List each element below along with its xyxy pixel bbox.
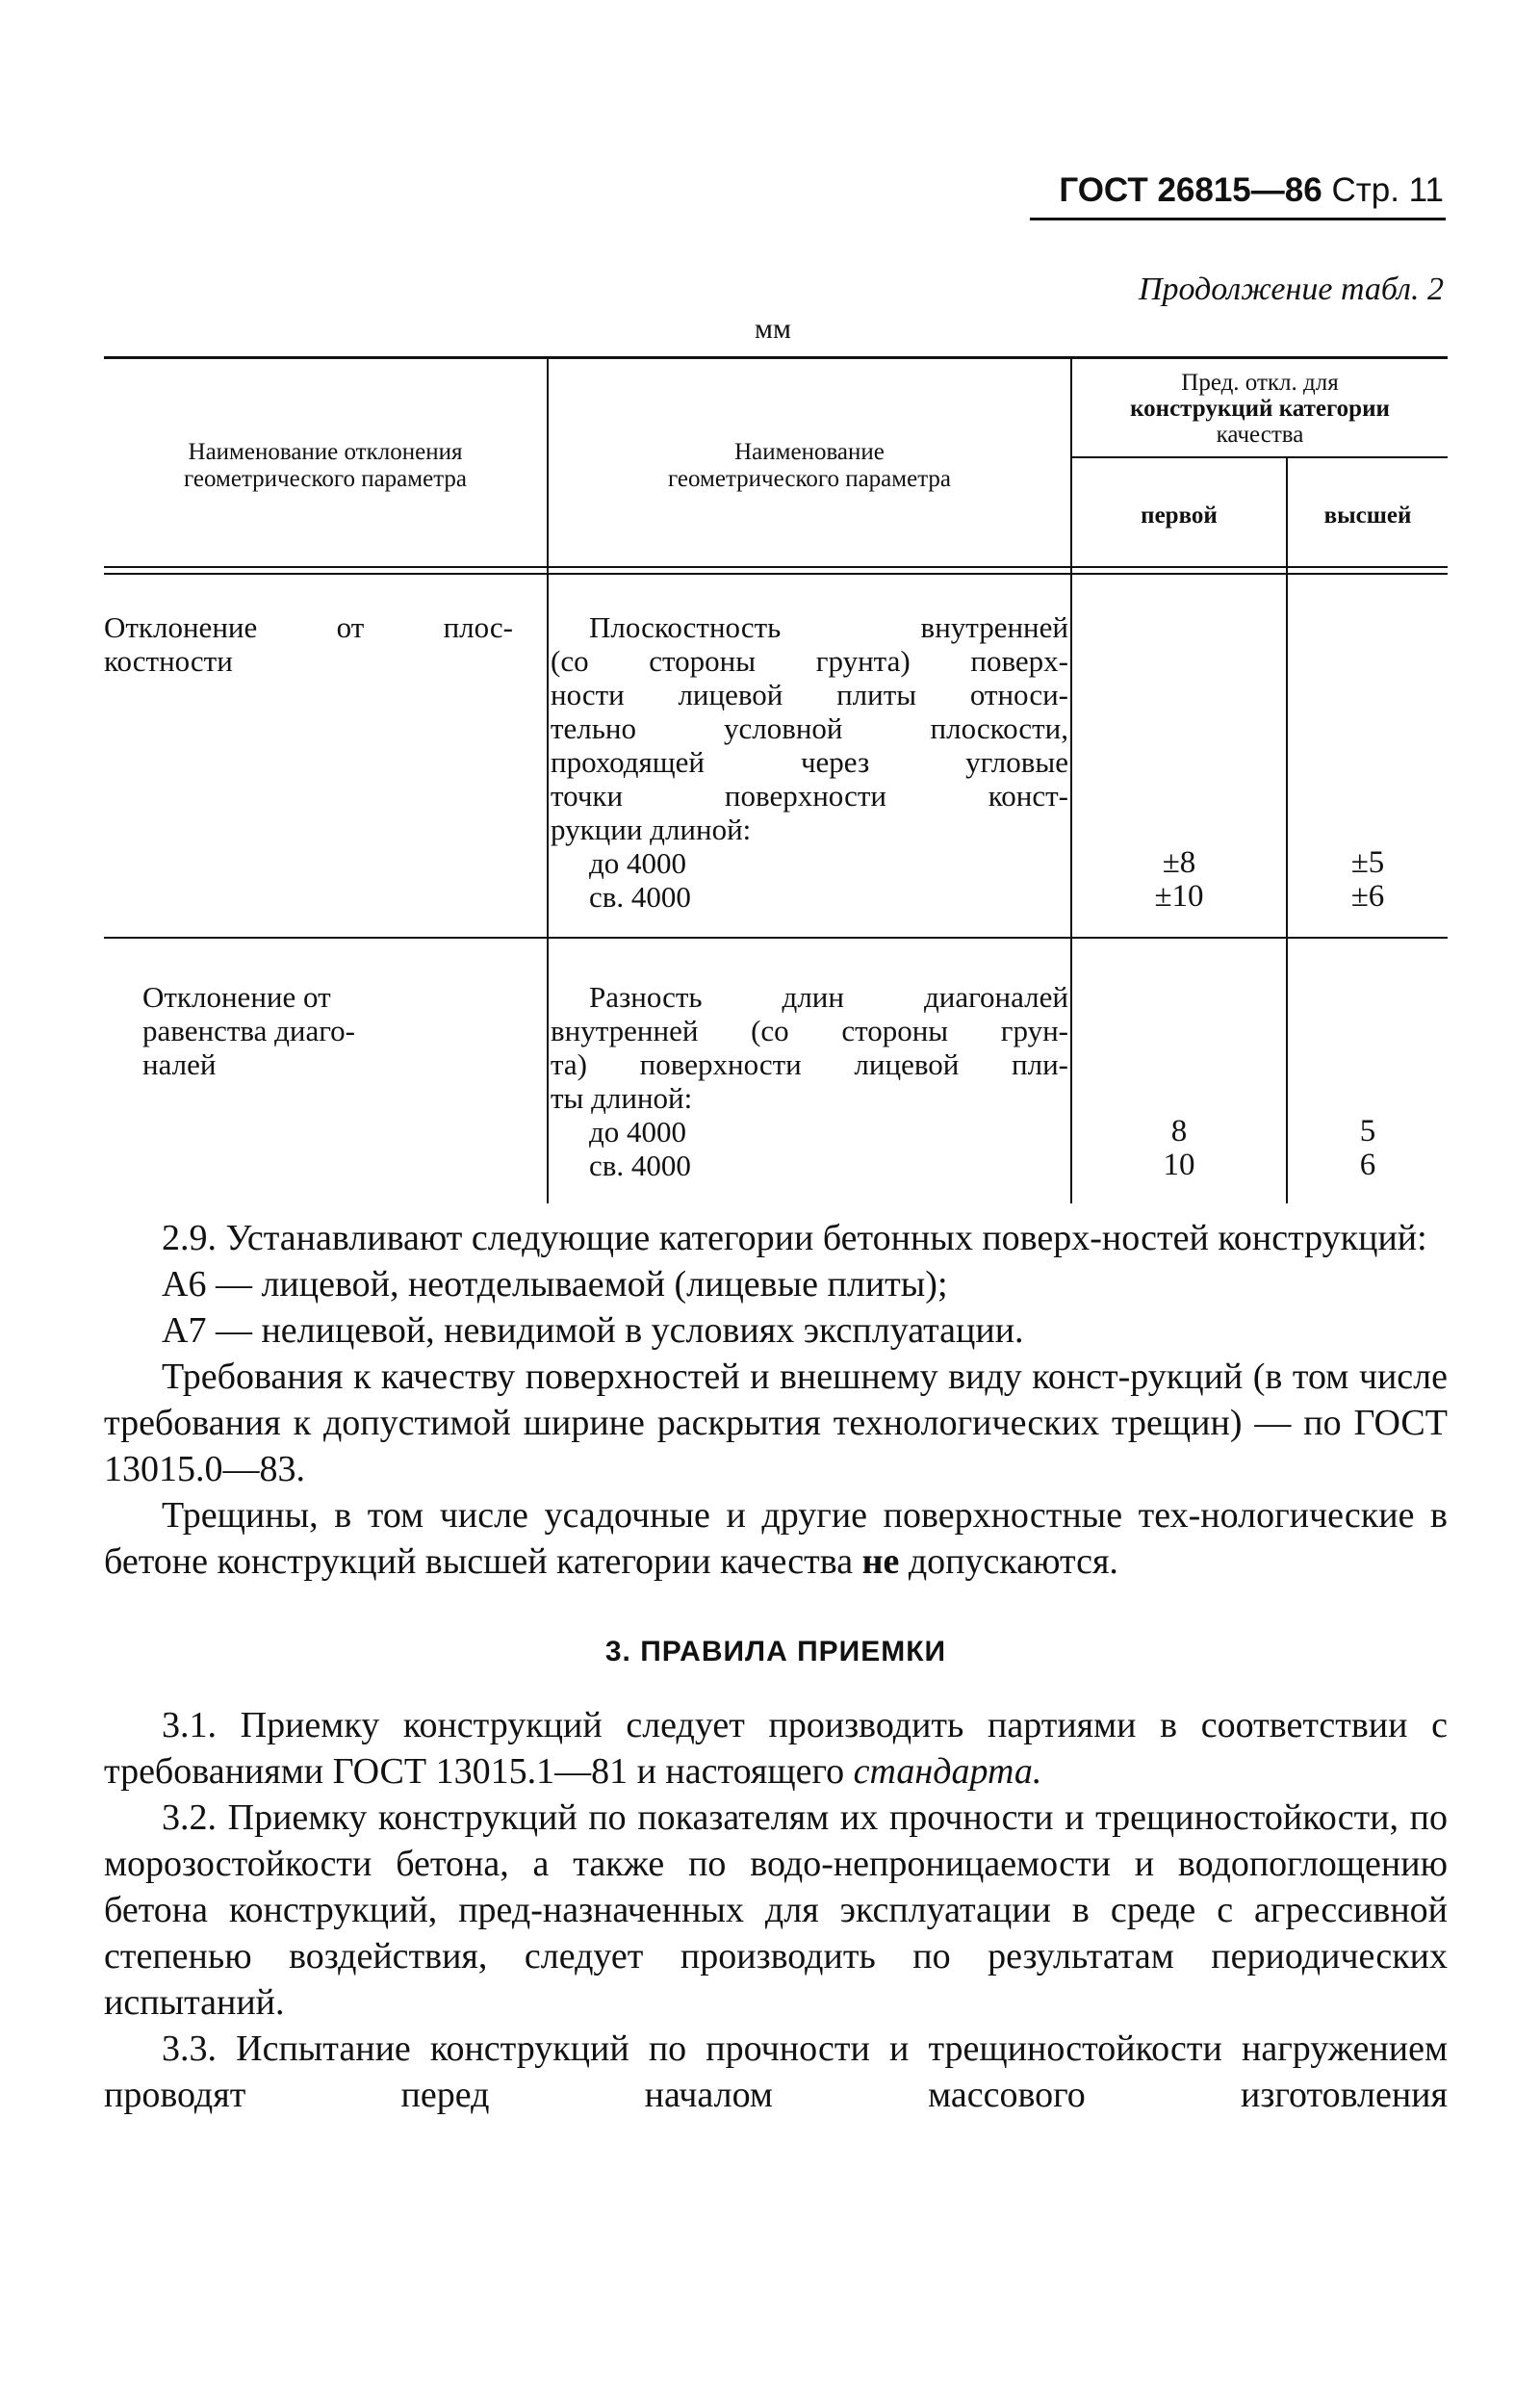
value: ±10 xyxy=(1154,879,1204,914)
cell-line: внутренней (со стороны грун- xyxy=(551,1014,1068,1047)
row2-parameter xyxy=(551,980,1068,1182)
cell-line: Разность длин диагоналей xyxy=(589,980,1068,1014)
value: 5 xyxy=(1359,1114,1376,1149)
header-parameter-name xyxy=(549,439,1070,493)
page-header xyxy=(1059,171,1444,210)
row2-first-values xyxy=(1072,1115,1286,1182)
paragraph-requirements: Требования к качеству поверхностей и внешнему виду конст-рукций (в том числе требования к допустимой ширине раскрытия технологических трещин) — по ГОСТ 13015.0—83. xyxy=(104,1357,1448,1489)
paragraph-3-1 xyxy=(104,1702,1448,1795)
row1-deviation xyxy=(104,610,513,678)
size-line: до 4000 xyxy=(589,1115,687,1149)
cell-line: равенства диаго- xyxy=(142,1014,355,1047)
header-text: конструкций категории xyxy=(1130,396,1390,422)
cell-line: Отклонение от плос- xyxy=(104,610,513,644)
body-text xyxy=(104,1215,1448,2118)
cell-line: налей xyxy=(142,1047,217,1081)
cell-line: ты длиной: xyxy=(551,1081,693,1115)
cracks-text: Трещины, в том числе усадочные и другие поверхностные тех-нологические в бетоне конструкций высшей категории качества xyxy=(104,1495,1448,1582)
value: 10 xyxy=(1163,1148,1195,1182)
header-text: Наименование отклонения xyxy=(188,439,463,465)
value: 8 xyxy=(1170,1114,1188,1149)
section-3-heading: 3. ПРАВИЛА ПРИЕМКИ xyxy=(604,1636,947,1667)
table-top-rule xyxy=(104,356,1448,359)
header-rule xyxy=(1030,218,1446,220)
cell-line: точки поверхности конст- xyxy=(551,779,1068,813)
header-first: первой xyxy=(1141,503,1218,529)
row1-parameter xyxy=(551,610,1068,914)
size-line: св. 4000 xyxy=(589,1149,691,1182)
p31-standard: стандарта. xyxy=(853,1751,1042,1792)
row2-highest-values xyxy=(1288,1115,1448,1182)
paragraph-3-3: 3.3. Испытание конструкций по прочности и трещиностойкости нагружением проводят перед началом массового изготовления xyxy=(104,2028,1448,2115)
header-text: геометрического параметра xyxy=(183,466,468,492)
value: ±5 xyxy=(1350,845,1385,880)
header-deviation-name xyxy=(104,439,547,493)
cell-line: тельно условной плоскости, xyxy=(551,711,1068,745)
value: ±8 xyxy=(1162,845,1196,880)
table-units: мм xyxy=(755,313,791,345)
deviation-table xyxy=(104,356,1448,1203)
cell-line: ности лицевой плиты относи- xyxy=(551,678,1068,711)
gost-number: ГОСТ 26815—86 xyxy=(1059,171,1322,209)
cell-line: рукции длиной: xyxy=(551,813,752,846)
limit-group-rule xyxy=(1070,456,1448,458)
row1-highest-values xyxy=(1288,846,1448,914)
row2-deviation xyxy=(142,980,527,1081)
header-text: геометрического параметра xyxy=(667,466,952,492)
paragraph-cracks xyxy=(104,1492,1448,1585)
cell-line: Плоскостность внутренней xyxy=(589,610,1068,644)
size-line: до 4000 xyxy=(589,846,687,880)
col-divider-3 xyxy=(1286,458,1288,1203)
table-continuation: Продолжение табл. 2 xyxy=(1138,271,1444,307)
cell-line: Отклонение от xyxy=(142,980,331,1014)
cell-line: (со стороны грунта) поверх- xyxy=(551,644,1068,678)
header-bottom-rule-1 xyxy=(104,566,1448,568)
category-a6: А6 — лицевой, неотделываемой (лицевые плиты); xyxy=(162,1264,948,1305)
cracks-not: не xyxy=(861,1541,900,1582)
header-text: качества xyxy=(1216,422,1304,448)
header-highest: высшей xyxy=(1323,503,1412,529)
row-separator xyxy=(104,937,1448,939)
category-a7: А7 — нелицевой, невидимой в условиях эксплуатации. xyxy=(162,1310,1024,1351)
cell-line: та) поверхности лицевой пли- xyxy=(551,1047,1068,1081)
value: ±6 xyxy=(1350,879,1385,914)
header-text: Наименование xyxy=(734,439,885,465)
cell-line: проходящей через угловые xyxy=(551,745,1068,779)
header-bottom-rule-2 xyxy=(104,573,1448,575)
size-line: св. 4000 xyxy=(589,880,691,914)
value: 6 xyxy=(1359,1148,1376,1182)
header-limit-group xyxy=(1072,370,1448,448)
paragraph-3-2: 3.2. Приемку конструкций по показателям их прочности и трещиностойкости, по морозостойкости бетона, а также по водо-непроницаемости и водопоглощению бетона конструкций, пред-назначенных для эксплуатации в среде с агрессивной степенью воздействия, следует производить по результатам периодических испытаний. xyxy=(104,1797,1448,2023)
p31-text: 3.1. Приемку конструкций следует производить партиями в соответствии с требованиями ГОСТ 13015.1—81 и настоящего xyxy=(104,1705,1448,1792)
paragraph-2-9: 2.9. Устанавливают следующие категории бетонных поверх-ностей конструкций: xyxy=(162,1218,1427,1258)
page-number: Стр. 11 xyxy=(1331,171,1444,209)
cracks-end: допускаются. xyxy=(908,1541,1118,1582)
cell-line: костности xyxy=(104,644,233,678)
header-text: Пред. откл. для xyxy=(1181,370,1339,396)
col-divider-2 xyxy=(1070,356,1072,1203)
row1-first-values xyxy=(1072,846,1286,914)
